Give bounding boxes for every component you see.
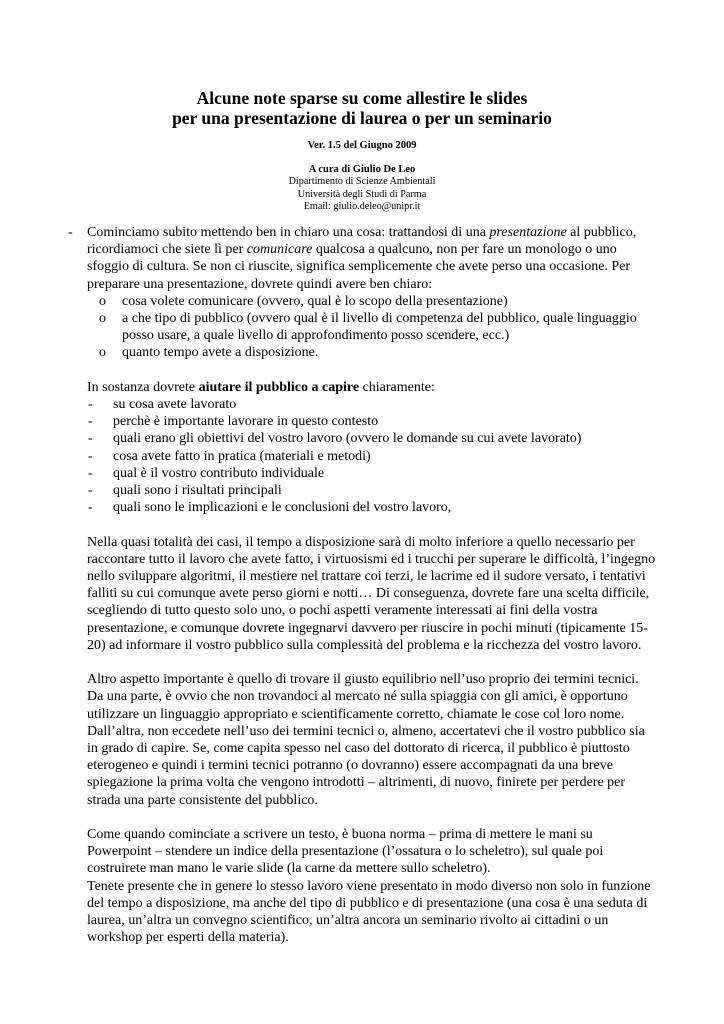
paragraph-outline: Come quando cominciate a scrivere un testo, è buona norma – prima di mettere le mani su Powerpoint – stendere un indice della presentazione (l’ossatura o lo scheletro), sul quale poi costruirete man mano le varie slide (la carne da mettere sullo scheletro). — [87, 827, 604, 877]
intro-emphasis-presentazione: presentazione — [489, 225, 567, 240]
list-item — [87, 448, 657, 465]
paragraph-technical-terms: Altro aspetto importante è quello di trovare il giusto equilibrio nell’uso proprio dei termini tecnici. Da una parte, è ovvio che non trovandoci al mercato né sulla spiaggia con gli amici, è opportuno utilizzare un linguaggio appropriato e scientificamente corretto, chiamate le cose col loro nome. Dall’altra, non eccedete nell’uso dei termini tecnici o, almeno, accertatevi che il vostro pubblico sia in grado di capire. Se, come capita spesso nel caso del dottorato di ricerca, il pubblico è piuttosto eterogeneo e quindi i termini tecnici potranno (o dovranno) essere accompagnati da una breve spiegazione la prima volta che vengono introdotti – altrimenti, di nuovo, finirete per perdere per strada una parte consistente del pubblico. — [87, 672, 645, 808]
objectives-intro — [87, 379, 657, 396]
list-item-text: cosa volete comunicare (ovvero, qual è lo scopo della presentazione) — [122, 293, 508, 309]
bullet-marker: o — [99, 311, 106, 327]
dash-marker: - — [88, 414, 93, 430]
title-line-1: Alcune note sparse su come allestire le slides — [196, 88, 528, 108]
department-line: Dipartimento di Scienze Ambientali — [288, 176, 436, 187]
list-item-text: su cosa avete lavorato — [113, 397, 237, 413]
dash-marker: - — [88, 483, 93, 499]
objectives-intro-tail: chiaramente: — [359, 379, 435, 395]
list-item-text: quali erano gli obiettivi del vostro lavoro (ovvero le domande su cui avete lavorato) — [113, 431, 582, 447]
section-dash: - — [68, 225, 73, 240]
dash-marker: - — [88, 500, 93, 516]
intro-text-2: al pubblico, ricordiamoci che siete lì per — [87, 225, 637, 258]
objectives-intro-bold: aiutare il pubblico a capire — [198, 379, 360, 395]
document-body — [87, 224, 657, 946]
list-item — [87, 499, 657, 516]
title-line-2: per una presentazione di laurea o per un seminario — [172, 108, 552, 128]
list-item — [87, 482, 657, 499]
dash-marker: - — [88, 465, 93, 481]
list-item — [87, 430, 657, 447]
objectives-intro-text: In sostanza dovrete — [87, 379, 199, 395]
intro-emphasis-comunicare: comunicare — [246, 242, 313, 258]
author-line: A cura di Giulio De Leo — [308, 164, 416, 175]
bullet-marker: o — [99, 293, 106, 309]
list-item-text: qual è il vostro contributo individuale — [113, 465, 325, 481]
list-item-text: quanto tempo avete a disposizione. — [122, 345, 319, 361]
list-item — [87, 293, 657, 310]
list-item — [87, 413, 657, 430]
list-item — [87, 465, 657, 482]
list-item — [87, 396, 657, 413]
bullet-marker: o — [99, 345, 106, 361]
dash-marker: - — [88, 448, 93, 464]
list-item-text: perchè è importante lavorare in questo contesto — [113, 414, 379, 430]
list-item-text: a che tipo di pubblico (ovvero qual è il livello di competenza del pubblico, quale linguaggio posso usare, a quale livello di approfondimento posso scendere, ecc.) — [122, 311, 637, 344]
dash-marker: - — [88, 397, 93, 413]
list-item — [87, 344, 657, 361]
list-item — [87, 310, 657, 344]
intro-text-1: Cominciamo subito mettendo ben in chiaro una cosa: trattandosi di una — [87, 225, 490, 240]
intro-paragraph — [87, 224, 657, 293]
intro-text-3: qualcosa a qualcuno, non per fare un monologo o uno sfoggio di cultura. Se non ci riuscite, significa semplicemente che avete perso una occasione. Per preparare una presentazione, dovrete quindi avere ben chiaro: — [87, 242, 631, 292]
list-item-text: quali sono i risultati principali — [113, 483, 282, 499]
dash-marker: - — [88, 431, 93, 447]
email-line: Email: giulio.deleo@unipr.it — [303, 201, 421, 212]
paragraph-audience: Tenete presente che in genere lo stesso lavoro viene presentato in modo diverso non solo in funzione del tempo a disposizione, ma anche del tipo di pubblico e di presentazione (una cosa è una seduta di laurea, un’altra un convegno scientifico, un’altra ancora un seminario rivolto ai cittadini o un workshop per esperti della materia). — [87, 878, 651, 946]
university-line: Università degli Studi di Parma — [297, 188, 427, 200]
circle-bullet-list — [87, 293, 657, 362]
paragraph-time-constraints: Nella quasi totalità dei casi, il tempo a disposizione sarà di molto inferiore a quello necessario per raccontare tutto il lavoro che avete fatto, i virtuosismi ed i trucchi per superare le difficoltà, l’ingegno nello sviluppare algoritmi, il mestiere nel trattare coi terzi, le lacrime ed il sudore versato, i tentativi falliti su cui comunque avete perso giorni e notti… Di conseguenza, dovrete fare una scelta difficile, scegliendo di tutto questo solo uno, o pochi aspetti veramente interessati ai fini della vostra presentazione, e comunque dovrete ingegnarvi davvero per riuscire in pochi minuti (tipicamente 15-20) ad informare il vostro pubblico sulla complessità del problema e la ricchezza del vostro lavoro. — [87, 534, 656, 653]
list-item-text: quali sono le implicazioni e le conclusioni del vostro lavoro, — [113, 500, 452, 516]
dash-list — [87, 396, 657, 516]
list-item-text: cosa avete fatto in pratica (materiali e metodi) — [113, 448, 371, 464]
version-line: Ver. 1.5 del Giugno 2009 — [307, 140, 417, 151]
